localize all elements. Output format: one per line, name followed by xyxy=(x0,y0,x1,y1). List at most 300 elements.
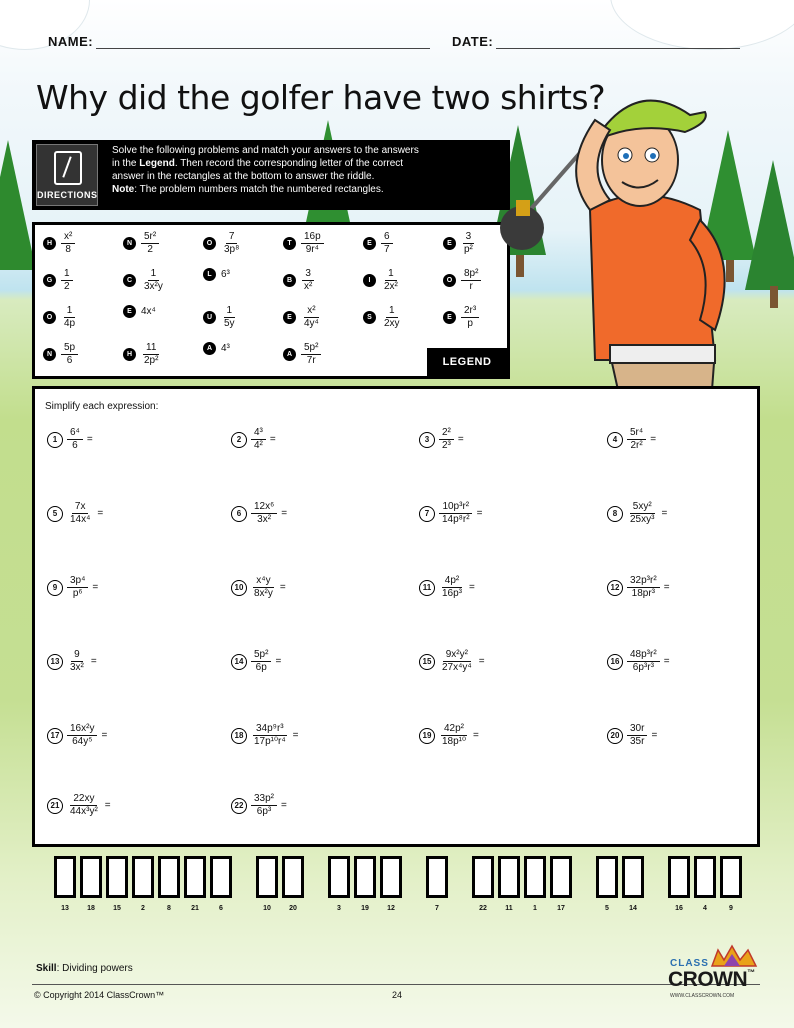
answer-box-number: 19 xyxy=(361,905,369,912)
problem-number-badge: 5 xyxy=(47,506,63,522)
answer-box[interactable] xyxy=(282,856,304,898)
problem-expression-denominator: 16p³ xyxy=(442,588,463,599)
answer-box-number: 7 xyxy=(435,905,439,912)
legend-item xyxy=(43,268,73,293)
legend-letter-badge: I xyxy=(363,274,376,287)
legend-item xyxy=(443,231,476,256)
problem-number-badge: 14 xyxy=(231,654,247,670)
problem-expression xyxy=(439,575,465,600)
name-field[interactable] xyxy=(96,48,430,49)
answer-box[interactable] xyxy=(328,856,350,898)
answer-box-number: 2 xyxy=(141,905,145,912)
legend-answer-fraction-denominator: 9r⁴ xyxy=(305,244,319,255)
legend-answer-fraction-numerator: 1 xyxy=(64,305,76,318)
problem-expression xyxy=(251,723,289,748)
problem-number-badge: 6 xyxy=(231,506,247,522)
equals-sign: = xyxy=(275,656,282,667)
legend-answer-fraction xyxy=(461,268,481,293)
problem-expression-denominator: 25xy³ xyxy=(630,514,655,525)
legend-letter-badge: A xyxy=(283,348,296,361)
problem-expression-numerator: 48p³r² xyxy=(627,649,660,662)
legend-letter-badge: N xyxy=(43,348,56,361)
answer-box-number: 12 xyxy=(387,905,395,912)
problem-expression xyxy=(67,723,97,748)
problem-7 xyxy=(419,501,482,526)
legend-letter-badge: B xyxy=(283,274,296,287)
answer-box[interactable] xyxy=(596,856,618,898)
legend-item xyxy=(443,305,479,330)
answer-box[interactable] xyxy=(80,856,102,898)
equals-sign: = xyxy=(101,730,108,741)
problem-11 xyxy=(419,575,475,600)
problem-expression-numerator: 10p³r² xyxy=(439,501,472,514)
legend-answer-fraction-denominator: 2p² xyxy=(144,355,159,366)
legend-answer-fraction xyxy=(61,268,73,293)
answer-box-number: 3 xyxy=(337,905,341,912)
legend-answer-fraction-denominator: 8 xyxy=(65,244,71,255)
legend-answer-fraction-numerator: 1 xyxy=(61,268,73,281)
logo-url: WWW.CLASSCROWN.COM xyxy=(670,993,735,999)
answer-box[interactable] xyxy=(720,856,742,898)
legend-answer-fraction xyxy=(301,342,321,367)
legend-letter-badge: C xyxy=(123,274,136,287)
date-field[interactable] xyxy=(496,48,740,49)
problem-expression-denominator: 14p⁸r² xyxy=(442,514,470,525)
legend-answer-fraction xyxy=(221,231,242,256)
legend-letter-badge: A xyxy=(203,342,216,355)
legend-answer-fraction-denominator: 2xy xyxy=(384,318,400,329)
answer-box-number: 6 xyxy=(219,905,223,912)
problem-number-badge: 11 xyxy=(419,580,435,596)
legend-answer-fraction xyxy=(381,268,401,293)
legend-answer-fraction xyxy=(61,342,78,367)
skill-value: : Dividing powers xyxy=(56,963,133,974)
legend-answer-fraction-denominator: 6 xyxy=(66,355,73,366)
answer-box-number: 16 xyxy=(675,905,683,912)
legend-answer: 6³ xyxy=(221,269,230,280)
answer-box[interactable] xyxy=(472,856,494,898)
legend-answer-fraction-numerator: 3 xyxy=(463,231,475,244)
equals-sign: = xyxy=(663,582,670,593)
problem-expression-numerator: 9 xyxy=(71,649,83,662)
problem-expression-denominator: 3x² xyxy=(257,514,272,525)
answer-box[interactable] xyxy=(524,856,546,898)
answer-box-number: 21 xyxy=(191,905,199,912)
problem-expression-numerator: 3p⁴ xyxy=(67,575,88,588)
legend-letter-badge: O xyxy=(443,274,456,287)
problems-panel xyxy=(32,386,760,847)
problem-12 xyxy=(607,575,670,600)
legend-answer-fraction-numerator: 5p² xyxy=(301,342,321,355)
legend-answer-fraction-numerator: 5p xyxy=(61,342,78,355)
legend-letter-badge: O xyxy=(43,311,56,324)
directions-line-1: Solve the following problems and match your answers to the answers xyxy=(112,145,419,156)
page-title: Why did the golfer have two shirts? xyxy=(36,78,606,117)
equals-sign: = xyxy=(473,730,479,741)
legend-letter-badge: T xyxy=(283,237,296,250)
legend-answer-fraction xyxy=(461,231,476,256)
problem-expression-numerator: 5r⁴ xyxy=(627,427,646,440)
problem-expression xyxy=(251,649,271,674)
name-label: NAME: xyxy=(48,34,94,49)
equals-sign: = xyxy=(457,434,464,445)
problem-number-badge: 1 xyxy=(47,432,63,448)
problem-6 xyxy=(231,501,287,526)
legend-answer-fraction-numerator: 1 xyxy=(148,268,160,281)
legend-answer-fraction-numerator: 6 xyxy=(381,231,393,244)
problem-15 xyxy=(419,649,485,674)
problem-expression xyxy=(627,427,646,452)
logo-class-text: CLASS xyxy=(670,958,709,969)
legend-answer-fraction-denominator: x² xyxy=(304,281,313,292)
logo-crown-word: CROWN xyxy=(668,968,748,991)
problem-expression xyxy=(67,501,93,526)
legend-letter-badge: G xyxy=(43,274,56,287)
legend-item xyxy=(43,231,75,256)
directions-line-2 xyxy=(112,157,502,170)
note-label: Note xyxy=(112,184,135,195)
problem-expression-numerator: 16x²y xyxy=(67,723,97,736)
answer-box[interactable] xyxy=(256,856,278,898)
problem-expression xyxy=(251,575,276,600)
legend-letter-badge: H xyxy=(123,348,136,361)
legend-answer-fraction-numerator: 16p xyxy=(301,231,324,244)
legend-word: Legend xyxy=(139,158,175,169)
problem-number-badge: 12 xyxy=(607,580,623,596)
directions-badge-label: DIRECTIONS xyxy=(37,190,98,200)
problem-expression-denominator: 64y⁵ xyxy=(72,736,93,747)
problem-expression-denominator: 35r xyxy=(630,736,645,747)
directions-badge xyxy=(36,144,98,206)
legend-answer-fraction-denominator: 7 xyxy=(384,244,390,255)
problem-expression-denominator: 17p¹⁰r⁴ xyxy=(254,736,286,747)
problem-expression-numerator: 34p⁹r³ xyxy=(253,723,287,736)
problem-21 xyxy=(47,793,111,818)
answer-box-number: 22 xyxy=(479,905,487,912)
problem-number-badge: 17 xyxy=(47,728,63,744)
problem-expression xyxy=(67,427,83,452)
legend-item xyxy=(123,231,159,256)
problem-expression xyxy=(439,723,469,748)
legend-answer-fraction-numerator: 5r² xyxy=(141,231,159,244)
legend-letter-badge: E xyxy=(363,237,376,250)
legend-answer-fraction-numerator: 11 xyxy=(143,342,159,355)
equals-sign: = xyxy=(281,508,288,519)
answer-box-number: 15 xyxy=(113,905,121,912)
footer-divider xyxy=(32,984,760,985)
legend-answer-fraction xyxy=(301,305,322,330)
legend-answer-fraction xyxy=(61,305,78,330)
problem-expression-numerator: 12x⁶ xyxy=(251,501,277,514)
problem-8 xyxy=(607,501,667,526)
legend-answer-fraction-denominator: p² xyxy=(464,244,473,255)
problem-expression xyxy=(627,575,660,600)
legend-answer-fraction-denominator: 2 xyxy=(147,244,153,255)
crown-icon xyxy=(710,944,760,968)
skill-label: Skill xyxy=(36,963,57,974)
problem-expression xyxy=(251,427,266,452)
problem-16 xyxy=(607,649,670,674)
legend-answer-fraction-numerator: x² xyxy=(61,231,75,244)
directions-text xyxy=(112,144,502,196)
problem-number-badge: 3 xyxy=(419,432,435,448)
problem-expression-numerator: 22xy xyxy=(70,793,97,806)
legend-letter-badge: H xyxy=(43,237,56,250)
answer-box-number: 5 xyxy=(605,905,609,912)
equals-sign: = xyxy=(469,582,475,593)
legend-answer: 4³ xyxy=(221,343,230,354)
legend-answer: 4x⁴ xyxy=(141,306,156,317)
equals-sign: = xyxy=(663,656,670,667)
problem-expression-numerator: 42p² xyxy=(441,723,467,736)
problem-5 xyxy=(47,501,103,526)
equals-sign: = xyxy=(292,730,299,741)
problem-expression-denominator: 18pr³ xyxy=(631,588,656,599)
answer-box[interactable] xyxy=(158,856,180,898)
legend-item xyxy=(283,231,324,256)
legend-item xyxy=(123,268,166,293)
problem-3 xyxy=(419,427,464,452)
problem-10 xyxy=(231,575,286,600)
problems-instruction: Simplify each expression: xyxy=(45,401,159,412)
problem-expression-denominator: 18p¹⁰ xyxy=(442,736,467,747)
answer-box[interactable] xyxy=(354,856,376,898)
equals-sign: = xyxy=(86,434,93,445)
problem-number-badge: 20 xyxy=(607,728,623,744)
legend-answer-fraction xyxy=(301,231,324,256)
answer-box-number: 18 xyxy=(87,905,95,912)
problem-expression-numerator: 4p² xyxy=(442,575,462,588)
equals-sign: = xyxy=(651,730,658,741)
problem-number-badge: 2 xyxy=(231,432,247,448)
legend-letter-badge: E xyxy=(443,237,456,250)
legend-answer-fraction xyxy=(221,305,238,330)
legend-item xyxy=(283,305,322,330)
directions-line-2-pre: in the xyxy=(112,158,140,169)
classcrown-logo xyxy=(664,944,764,1004)
legend-item xyxy=(43,305,78,330)
answer-box-number: 11 xyxy=(505,905,513,912)
legend-item xyxy=(43,342,78,367)
legend-item xyxy=(123,305,156,318)
legend-item xyxy=(203,342,230,355)
legend-letter-badge: E xyxy=(123,305,136,318)
legend-answer-fraction xyxy=(141,268,166,293)
problem-expression-numerator: 5p² xyxy=(251,649,271,662)
legend-letter-badge: E xyxy=(443,311,456,324)
equals-sign: = xyxy=(92,582,99,593)
answer-box[interactable] xyxy=(106,856,128,898)
legend-answer-fraction xyxy=(61,231,75,256)
legend-answer-fraction-numerator: 1 xyxy=(224,305,236,318)
directions-panel xyxy=(32,140,510,210)
equals-sign: = xyxy=(661,508,668,519)
answer-box-number: 1 xyxy=(533,905,537,912)
answer-box[interactable] xyxy=(184,856,206,898)
problem-2 xyxy=(231,427,276,452)
legend-letter-badge: O xyxy=(203,237,216,250)
answer-box[interactable] xyxy=(622,856,644,898)
answer-box[interactable] xyxy=(132,856,154,898)
problem-expression-denominator: 6p xyxy=(255,662,267,673)
legend-answer-fraction-numerator: 3 xyxy=(302,268,314,281)
legend-letter-badge: N xyxy=(123,237,136,250)
problem-expression xyxy=(251,793,277,818)
legend-letter-badge: U xyxy=(203,311,216,324)
problem-expression-numerator: 9x²y² xyxy=(443,649,471,662)
answer-box-number: 8 xyxy=(167,905,171,912)
legend-answer-fraction-denominator: 4y⁴ xyxy=(304,318,319,329)
problem-expression-denominator: 6 xyxy=(72,440,78,451)
problem-expression-numerator: 5xy² xyxy=(630,501,655,514)
legend-letter-badge: E xyxy=(283,311,296,324)
legend-item xyxy=(203,268,230,281)
problem-expression xyxy=(439,427,454,452)
logo-crown-text xyxy=(668,968,755,992)
problem-expression-denominator: 27x⁴y⁴ xyxy=(442,662,472,673)
problem-22 xyxy=(231,793,287,818)
problem-number-badge: 22 xyxy=(231,798,247,814)
equals-sign: = xyxy=(478,656,485,667)
legend-answer-fraction xyxy=(381,305,403,330)
problem-number-badge: 19 xyxy=(419,728,435,744)
problem-expression-denominator: 2³ xyxy=(442,440,451,451)
legend-answer-fraction xyxy=(141,342,161,367)
legend-answer-fraction-numerator: 1 xyxy=(385,268,397,281)
legend-answer-fraction-denominator: 3x²y xyxy=(144,281,163,292)
problem-expression-numerator: x⁴y xyxy=(253,575,273,588)
answer-box[interactable] xyxy=(380,856,402,898)
golfer-illustration xyxy=(500,60,780,390)
legend-answer-fraction-numerator: 2r³ xyxy=(461,305,479,318)
legend-item xyxy=(363,231,393,256)
legend-item xyxy=(363,268,401,293)
equals-sign: = xyxy=(90,656,97,667)
equals-sign: = xyxy=(281,800,287,811)
problem-number-badge: 18 xyxy=(231,728,247,744)
answer-box-number: 9 xyxy=(729,905,733,912)
problem-number-badge: 8 xyxy=(607,506,623,522)
page-number: 24 xyxy=(392,990,403,1000)
answer-box-number: 13 xyxy=(61,905,69,912)
equals-sign: = xyxy=(104,800,111,811)
problem-19 xyxy=(419,723,479,748)
answer-box-number: 10 xyxy=(263,905,271,912)
legend-item xyxy=(283,342,321,367)
answer-box[interactable] xyxy=(668,856,690,898)
legend-letter-badge: L xyxy=(203,268,216,281)
answer-box[interactable] xyxy=(694,856,716,898)
legend-answer-fraction xyxy=(141,231,159,256)
problem-expression xyxy=(439,501,473,526)
problem-number-badge: 10 xyxy=(231,580,247,596)
problem-expression xyxy=(67,793,101,818)
problem-number-badge: 13 xyxy=(47,654,63,670)
legend-item xyxy=(203,305,238,330)
problem-expression-numerator: 33p² xyxy=(251,793,277,806)
problem-expression-denominator: 3x² xyxy=(70,662,84,673)
problem-expression xyxy=(67,575,88,600)
note-text: : The problem numbers match the numbered rectangles. xyxy=(134,184,384,195)
copyright-text: © Copyright 2014 ClassCrown™ xyxy=(34,990,165,1000)
problem-expression xyxy=(627,649,660,674)
problem-expression xyxy=(439,649,475,674)
legend-answer-fraction xyxy=(461,305,479,330)
legend-item xyxy=(123,342,161,367)
problem-expression-denominator: 4² xyxy=(254,440,263,451)
logo-trademark: ™ xyxy=(747,968,755,977)
problem-1 xyxy=(47,427,93,452)
problem-20 xyxy=(607,723,657,748)
problem-13 xyxy=(47,649,97,674)
problem-expression-denominator: 6p³ xyxy=(256,806,272,817)
answer-box[interactable] xyxy=(426,856,448,898)
legend-answer-fraction-numerator: 8p² xyxy=(461,268,481,281)
answer-box-number: 20 xyxy=(289,905,297,912)
problem-number-badge: 4 xyxy=(607,432,623,448)
problem-number-badge: 15 xyxy=(419,654,435,670)
problem-9 xyxy=(47,575,98,600)
legend-answer-fraction-numerator: x² xyxy=(304,305,318,318)
problem-expression-numerator: 32p³r² xyxy=(627,575,660,588)
problem-expression xyxy=(251,501,277,526)
equals-sign: = xyxy=(279,582,286,593)
problem-expression-numerator: 6⁴ xyxy=(67,427,83,440)
directions-line-3: answer in the rectangles at the bottom to answer the riddle. xyxy=(112,171,375,182)
problem-expression-numerator: 30r xyxy=(627,723,647,736)
equals-sign: = xyxy=(650,434,657,445)
legend-answer-fraction-denominator: p xyxy=(467,318,473,329)
problem-expression xyxy=(627,501,657,526)
problem-expression-denominator: 6p³r³ xyxy=(632,662,654,673)
problem-expression-numerator: 7x xyxy=(72,501,89,514)
legend-item xyxy=(363,305,403,330)
problem-expression-denominator: p⁶ xyxy=(72,588,83,599)
cloud-decoration-right xyxy=(610,0,794,50)
legend-answer-fraction-denominator: 5y xyxy=(224,318,235,329)
problem-expression xyxy=(67,649,87,674)
legend-item xyxy=(203,231,242,256)
answer-box[interactable] xyxy=(498,856,520,898)
answer-box[interactable] xyxy=(54,856,76,898)
problem-expression-denominator: 14x⁴ xyxy=(70,514,91,525)
problem-expression-numerator: 2² xyxy=(439,427,454,440)
problem-expression xyxy=(627,723,647,748)
legend-item xyxy=(443,268,481,293)
legend-answer-fraction xyxy=(301,268,315,293)
problem-number-badge: 16 xyxy=(607,654,623,670)
problem-expression-numerator: 4³ xyxy=(251,427,266,440)
problem-number-badge: 9 xyxy=(47,580,63,596)
answer-box-number: 14 xyxy=(629,905,637,912)
problem-4 xyxy=(607,427,656,452)
skill-text xyxy=(36,963,133,974)
directions-line-2-post: . Then record the corresponding letter of the correct xyxy=(174,158,404,169)
legend-answer-fraction xyxy=(381,231,393,256)
directions-note xyxy=(112,183,502,196)
answer-box-number: 4 xyxy=(703,905,707,912)
problem-expression-denominator: 2r² xyxy=(630,440,643,451)
answer-box[interactable] xyxy=(550,856,572,898)
problem-18 xyxy=(231,723,299,748)
answer-box[interactable] xyxy=(210,856,232,898)
equals-sign: = xyxy=(476,508,483,519)
problem-number-badge: 7 xyxy=(419,506,435,522)
legend-answer-fraction-denominator: 2 xyxy=(64,281,70,292)
equals-sign: = xyxy=(269,434,276,445)
legend-answer-fraction-numerator: 7 xyxy=(226,231,238,244)
legend-answer-fraction-numerator: 1 xyxy=(386,305,398,318)
